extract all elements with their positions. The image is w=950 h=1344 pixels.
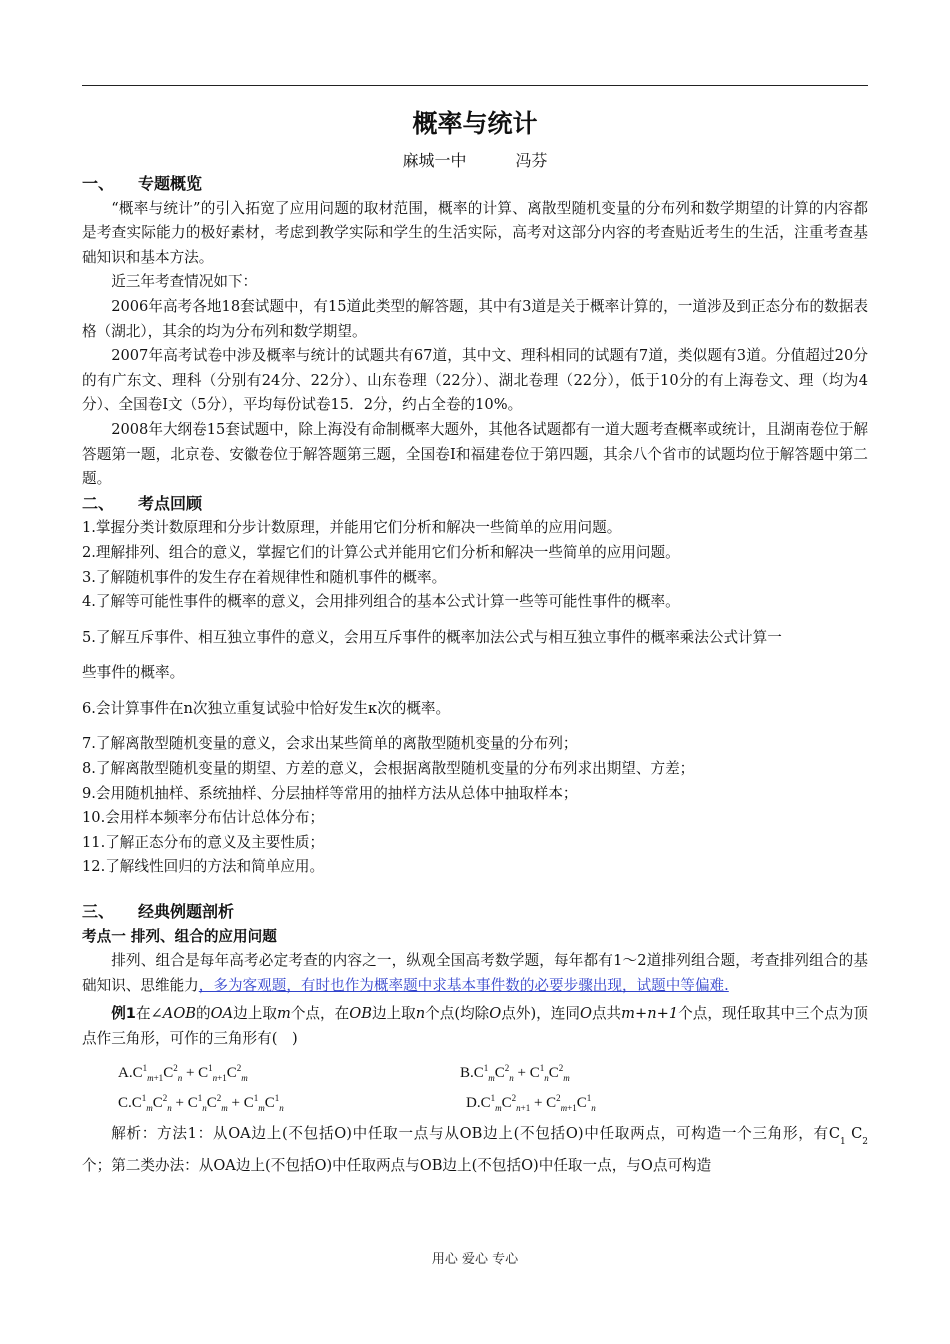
answer-options (82, 1056, 868, 1116)
document-body (82, 172, 868, 1179)
review-item: 11.了解正态分布的意义及主要性质； (82, 833, 325, 851)
review-item: 7.了解离散型随机变量的意义，会求出某些简单的离散型随机变量的分布列； (82, 735, 578, 753)
topic-heading: 考点一 排列、组合的应用问题 (82, 927, 277, 945)
review-item: 12.了解线性回归的方法和简单应用。 (82, 858, 325, 876)
page-footer: 用心 爱心 专心 (431, 1252, 519, 1267)
option-c[interactable]: $C.C^1_mC^2_n + C^1_nC^2_m + C^1_mC^1_n$ (118, 1092, 284, 1113)
section-heading-1: 一、 专题概览 (82, 174, 203, 193)
overview-paragraph: 近三年考查情况如下： (111, 273, 258, 291)
review-item: 6.会计算事件在n次独立重复试验中恰好发生κ次的概率。 (82, 699, 451, 717)
overview-paragraph: 2008年大纲卷15套试题中，除上海没有命制概率大题外，其他各试题都有一道大题考查概率或统计，且湖南卷位于解答题第一题，北京卷、安徽卷位于解答题第三题，全国卷Ⅰ和福建卷位于第四题，其余八个省市的试题均位于解答题中第二题。 (82, 420, 868, 488)
section-heading-2: 二、 考点回顾 (82, 493, 203, 513)
review-item: 2.理解排列、组合的意义，掌握它们的计算公式并能用它们分析和解决一些简单的应用问题。 (82, 543, 680, 561)
solution-text: 解析：方法1：从OA边上(不包括O)中任取一点与从OB边上(不包括O)中任取两点，可构造一个三角形，有$C_1$ $C_2$ 个；第二类办法：从OA边上(不包括O)中任取两点与OB边上(不包括O)中任取一点，与O点可构造 (82, 1124, 868, 1175)
topic-intro-link[interactable]: ，多为客观题，有时也作为概率题中求基本事件数的必要步骤出现，试题中等偏难. (198, 976, 729, 994)
author-name: 冯芬 (515, 151, 548, 170)
option-b[interactable]: $B.C^1_mC^2_n + C^1_nC^2_m$ (460, 1062, 570, 1083)
review-item: 些事件的概率。 (82, 664, 185, 682)
header-rule (82, 85, 868, 86)
overview-paragraph: 2006年高考各地18套试题中，有15道此类型的解答题，其中有3道是关于概率计算的，一道涉及到正态分布的数据表格（湖北），其余的均为分布列和数学期望。 (82, 297, 868, 340)
review-item: 5.了解互斥事件、相互独立事件的意义，会用互斥事件的概率加法公式与相互独立事件的概率乘法公式计算一 (82, 628, 782, 646)
author-line (0, 148, 950, 171)
review-item: 9.会用随机抽样、系统抽样、分层抽样等常用的抽样方法从总体中抽取样本； (82, 784, 578, 802)
overview-paragraph: “概率与统计”的引入拓宽了应用问题的取材范围，概率的计算、离散型随机变量的分布列和数学期望的计算的内容都是考查实际能力的极好素材，考虑到教学实际和学生的生活实际，高考对这部分内容的考查贴近考生的生活，注重考查基础知识和基本方法。 (82, 199, 868, 266)
page-title: 概率与统计 (412, 109, 538, 138)
review-item: 10.会用样本频率分布估计总体分布； (82, 809, 325, 827)
option-a[interactable]: $A.C^1_{m+1}C^2_n + C^1_{n+1}C^2_m$ (118, 1062, 248, 1083)
review-item: 4.了解等可能性事件的概率的意义，会用排列组合的基本公式计算一些等可能性事件的概率。 (82, 593, 680, 611)
review-item: 1.掌握分类计数原理和分步计数原理，并能用它们分析和解决一些简单的应用问题。 (82, 519, 622, 537)
review-item: 3.了解随机事件的发生存在着规律性和随机事件的概率。 (82, 568, 447, 586)
option-d[interactable]: $D.C^1_mC^2_{n+1} + C^2_{m+1}C^1_n$ (466, 1092, 596, 1113)
topic-intro: 排列、组合是每年高考必定考查的内容之一，纵观全国高考数学题，每年都有1～2道排列组合题，考查排列组合的基础知识、思维能力，多为客观题，有时也作为概率题中求基本事件数的必要步骤出现，试题中等偏难. (82, 952, 868, 994)
section-heading-3: 三、 经典例题剖析 (82, 902, 235, 922)
overview-paragraph: 2007年高考试卷中涉及概率与统计的试题共有67道，其中文、理科相同的试题有7道，类似题有3道。分值超过20分的有广东文、理科（分别有24分、22分）、山东卷理（22分）、湖北卷理（22分），低于10分的有上海卷文、理（均为4分）、全国卷Ⅰ文（5分），平均每份试卷15．2分，约占全卷的10%。 (82, 347, 868, 414)
review-item: 8.了解离散型随机变量的期望、方差的意义，会根据离散型随机变量的分布列求出期望、方差； (82, 760, 695, 778)
example-1: 例1在∠AOB的OA边上取m个点，在OB边上取n个点(均除O点外)，连同O点共m+n+1个点，现任取其中三个点为顶点作三角形，可作的三角形有( ) (82, 1005, 868, 1047)
author-school: 麻城一中 (402, 151, 467, 170)
